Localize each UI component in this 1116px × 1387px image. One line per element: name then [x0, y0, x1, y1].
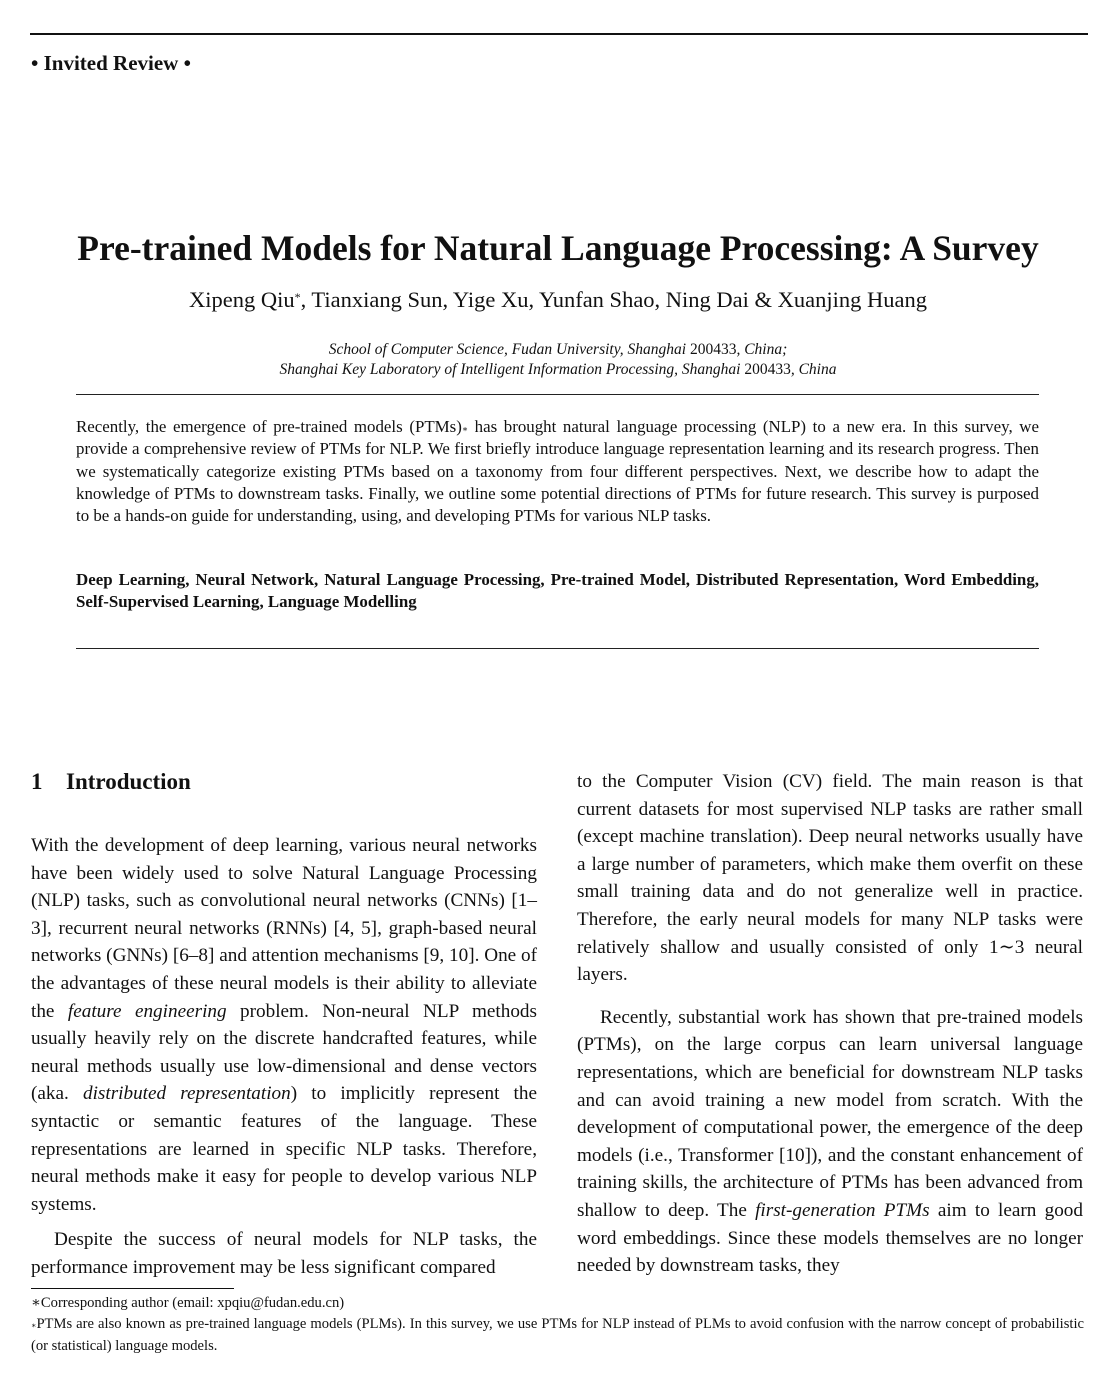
paragraph: With the development of deep learning, various neural networks have been widely used to solve Natural Language Processing (NLP) tasks, such as convolutional neural networks (CNNs) [1–3], recurrent neural networks (RNNs) [4, 5], graph-based neural networks (GNNs) [6–8] and attention mechanisms [9, 10]. One of the advantages of these neural models is their ability to alleviate the feature engineering problem. Non-neural NLP methods usually heavily rely on the discrete handcrafted features, while neural methods usually use low-dimensional and dense vectors (aka. distributed representation) to implicitly represent the syntactic or semantic features of the language. These representations are learned in specific NLP tasks. Therefore, neural methods make it easy for people to develop various NLP systems.	[31, 835, 537, 1215]
affiliation-1: School of Computer Science, Fudan University, Shanghai 200433, China;	[328, 341, 788, 358]
abstract: Recently, the emergence of pre-trained models (PTMs)∗ has brought natural language processing (NLP) to a new era. In this survey, we provide a comprehensive review of PTMs for NLP. We first briefly introduce language representation learning and its research progress. Then we systematically categorize existing PTMs based on a taxonomy from four different perspectives. Next, we describe how to adapt the knowledge of PTMs to downstream tasks. Finally, we outline some potential directions of PTMs for future research. This survey is purposed to be a hands-on guide for understanding, using, and developing PTMs for various NLP tasks.	[76, 417, 1039, 526]
left-column	[31, 832, 537, 1282]
footnote-corresponding: ∗Corresponding author (email: xpqiu@fudan.edu.cn)	[31, 1295, 345, 1311]
footnote-rule	[31, 1288, 234, 1289]
corresponding-author-mark: *	[294, 290, 301, 304]
abstract-bottom-rule	[76, 648, 1039, 649]
right-column	[577, 768, 1083, 1280]
affiliation-2: Shanghai Key Laboratory of Intelligent Information Processing, Shanghai 200433, China	[279, 361, 837, 378]
footnote-mark: ∗	[461, 424, 468, 434]
footnote-ptms: ∗PTMs are also known as pre-trained language models (PLMs). In this survey, we use PTMs for NLP instead of PLMs to avoid confusion with the narrow concept of probabilistic (or statistical) language models.	[31, 1316, 1084, 1354]
other-authors: , Tianxiang Sun, Yige Xu, Yunfan Shao, Ning Dai & Xuanjing Huang	[300, 287, 928, 312]
abstract-top-rule	[76, 394, 1039, 395]
keywords: Deep Learning, Neural Network, Natural Language Processing, Pre-trained Model, Distributed Representation, Word Embedding, Self-Supervised Learning, Language Modelling	[76, 570, 1039, 612]
author-list	[0, 285, 1116, 315]
paper-title: Pre-trained Models for Natural Language Processing: A Survey	[77, 228, 1039, 268]
footnote-mark: ∗	[31, 1321, 37, 1330]
top-rule	[30, 33, 1088, 35]
paragraph: Despite the success of neural models for NLP tasks, the performance improvement may be less significant compared	[31, 1229, 537, 1278]
paragraph: to the Computer Vision (CV) field. The main reason is that current datasets for most supervised NLP tasks are rather small (except machine translation). Deep neural networks usually have a large number of parameters, which make them overfit on these small training data and do not generalize well in practice. Therefore, the early neural models for many NLP tasks were relatively shallow and usually consisted of only 1∼3 neural layers.	[577, 771, 1083, 986]
section-number: 1	[31, 769, 43, 794]
paragraph: Recently, substantial work has shown that pre-trained models (PTMs), on the large corpus can learn universal language representations, which are beneficial for downstream NLP tasks and can avoid training a new model from scratch. With the development of computational power, the emergence of the deep models (i.e., Transformer [10]), and the constant enhancement of training skills, the architecture of PTMs has been advanced from shallow to deep. The first-generation PTMs aim to learn good word embeddings. Since these models themselves are no longer needed by downstream tasks, they	[577, 1006, 1083, 1277]
first-author: Xipeng Qiu	[188, 287, 295, 312]
article-type-label: • Invited Review •	[31, 51, 191, 75]
section-title: Introduction	[66, 769, 191, 794]
section-heading	[31, 767, 191, 797]
